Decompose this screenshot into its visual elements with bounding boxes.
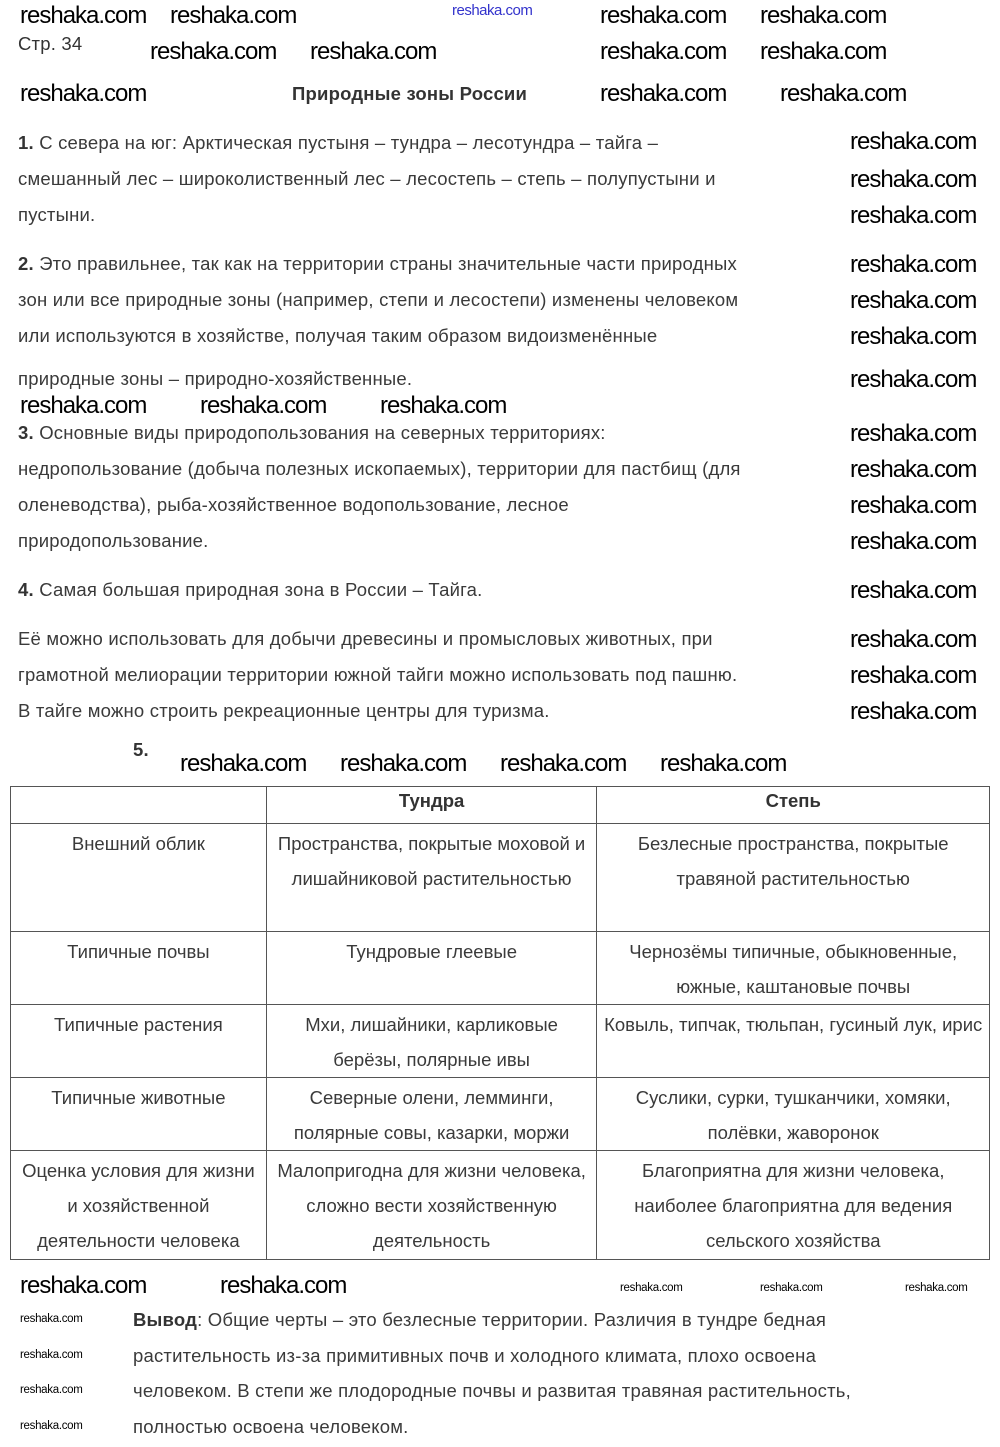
text-line [133, 1345, 816, 1367]
watermark: reshaka.com [380, 392, 507, 419]
table-cell: Внешний облик [11, 824, 267, 932]
text-line [18, 458, 741, 480]
text-line [18, 132, 658, 154]
watermark: reshaka.com [850, 366, 977, 393]
table-cell: Мхи, лишайники, карликовые берёзы, полярные ивы [266, 1005, 597, 1078]
watermark: reshaka.com [850, 528, 977, 555]
line-text: Основные виды природопользования на северных территориях: [39, 422, 606, 443]
watermark: reshaka.com [850, 128, 977, 155]
line-text: Её можно использовать для добычи древесины и промысловых животных, при [18, 628, 713, 649]
watermark: reshaka.com [850, 202, 977, 229]
line-text: В тайге можно строить рекреационные центры для туризма. [18, 700, 550, 721]
watermark: reshaka.com [850, 420, 977, 447]
watermark-small: reshaka.com [905, 1282, 968, 1294]
watermark: reshaka.com [850, 662, 977, 689]
table-row [11, 1151, 990, 1260]
text-line [133, 1380, 851, 1402]
watermark: reshaka.com [850, 492, 977, 519]
conclusion-label: Вывод [133, 1309, 198, 1330]
watermark: reshaka.com [600, 80, 727, 107]
watermark-small: reshaka.com [20, 1349, 83, 1361]
table-cell: Благоприятна для жизни человека, наиболее благоприятна для ведения сельского хозяйства [597, 1151, 990, 1260]
watermark: reshaka.com [760, 38, 887, 65]
watermark: reshaka.com [20, 80, 147, 107]
watermark: reshaka.com [850, 251, 977, 278]
watermark: reshaka.com [660, 750, 787, 777]
q4-number: 4. [18, 579, 34, 600]
watermark-small: reshaka.com [620, 1282, 683, 1294]
text-line [18, 530, 208, 552]
line-text: или используются в хозяйстве, получая таким образом видоизменённые [18, 325, 658, 346]
line-text: Это правильнее, так как на территории страны значительные части природных [39, 253, 737, 274]
watermark: reshaka.com [850, 698, 977, 725]
table-header-row [11, 787, 990, 824]
text-line [133, 1309, 826, 1331]
q2-number: 2. [18, 253, 34, 274]
watermark: reshaka.com [850, 166, 977, 193]
text-line [18, 368, 412, 390]
watermark: reshaka.com [760, 2, 887, 29]
text-line [18, 422, 606, 444]
table-cell: Ковыль, типчак, тюльпан, гусиный лук, ирис [597, 1005, 990, 1078]
text-line [18, 325, 657, 347]
line-text: оленеводства), рыба-хозяйственное водопользование, лесное [18, 494, 569, 515]
text-line [18, 168, 716, 190]
q3-number: 3. [18, 422, 34, 443]
table-row [11, 932, 990, 1005]
watermark: reshaka.com [20, 392, 147, 419]
table-cell: Оценка условия для жизни и хозяйственной деятельности человека [11, 1151, 267, 1260]
text-line [18, 494, 569, 516]
page-title: Природные зоны России [292, 83, 528, 104]
line-text: недропользование (добыча полезных ископаемых), территории для пастбищ (для [18, 458, 741, 479]
line-text: человеком. В степи же плодородные почвы и развитая травяная растительность, [133, 1380, 851, 1401]
text-line [133, 1416, 409, 1438]
line-text: зон или все природные зоны (например, степи и лесостепи) изменены человеком [18, 289, 739, 310]
page-label: Стр. 34 [18, 33, 83, 54]
answer-5-number: 5. [133, 739, 149, 760]
table-cell: Пространства, покрытые моховой и лишайниковой растительностью [266, 824, 597, 932]
text-line [18, 204, 95, 226]
header-cell [11, 787, 267, 824]
text-line [18, 700, 550, 722]
watermark: reshaka.com [20, 1272, 147, 1299]
watermark-small: reshaka.com [20, 1313, 83, 1325]
watermark-small: reshaka.com [20, 1420, 83, 1432]
watermark: reshaka.com [340, 750, 467, 777]
watermark: reshaka.com [200, 392, 327, 419]
line-text: растительность из-за примитивных почв и холодного климата, плохо освоена [133, 1345, 817, 1366]
watermark: reshaka.com [150, 38, 277, 65]
watermark: reshaka.com [180, 750, 307, 777]
watermark: reshaka.com [780, 80, 907, 107]
table-cell: Северные олени, лемминги, полярные совы, казарки, моржи [266, 1078, 597, 1151]
line-text: полностью освоена человеком. [133, 1416, 409, 1437]
table-cell: Типичные животные [11, 1078, 267, 1151]
table-cell: Типичные растения [11, 1005, 267, 1078]
text-line [18, 628, 713, 650]
text-line [18, 664, 737, 686]
q1-number: 1. [18, 132, 34, 153]
text-line [18, 289, 738, 311]
watermark: reshaka.com [20, 2, 147, 29]
watermark: reshaka.com [850, 577, 977, 604]
watermark: reshaka.com [220, 1272, 347, 1299]
watermark: reshaka.com [850, 287, 977, 314]
watermark: reshaka.com [310, 38, 437, 65]
line-text: Самая большая природная зона в России – Тайга. [39, 579, 483, 600]
watermark: reshaka.com [500, 750, 627, 777]
table-row [11, 1078, 990, 1151]
text-line [18, 253, 737, 275]
line-text: смешанный лес – широколиственный лес – лесостепь – степь – полупустыни и [18, 168, 716, 189]
table-cell: Малопригодна для жизни человека, сложно вести хозяйственную деятельность [266, 1151, 597, 1260]
table-cell: Суслики, сурки, тушканчики, хомяки, полёвки, жаворонок [597, 1078, 990, 1151]
watermark: reshaka.com [850, 626, 977, 653]
line-text: С севера на юг: Арктическая пустыня – тундра – лесотундра – тайга – [39, 132, 659, 153]
table-cell: Безлесные пространства, покрытые травяной растительностью [597, 824, 990, 932]
line-text: природные зоны – природно-хозяйственные. [18, 368, 413, 389]
table-row [11, 824, 990, 932]
table-row [11, 1005, 990, 1078]
watermark-small: reshaka.com [20, 1384, 83, 1396]
header-cell: Степь [597, 787, 990, 824]
watermark: reshaka.com [850, 456, 977, 483]
line-text: пустыни. [18, 204, 96, 225]
site-watermark: reshaka.com [452, 2, 533, 19]
watermark-small: reshaka.com [760, 1282, 823, 1294]
line-text: : Общие черты – это безлесные территории. Различия в тундре бедная [197, 1309, 827, 1330]
line-text: природопользование. [18, 530, 209, 551]
table-cell: Чернозёмы типичные, обыкновенные, южные, каштановые почвы [597, 932, 990, 1005]
zones-comparison-table [10, 786, 990, 1260]
text-line [18, 579, 482, 601]
line-text: грамотной мелиорации территории южной тайги можно использовать под пашню. [18, 664, 738, 685]
watermark: reshaka.com [600, 38, 727, 65]
header-cell: Тундра [266, 787, 597, 824]
watermark: reshaka.com [600, 2, 727, 29]
watermark: reshaka.com [170, 2, 297, 29]
watermark: reshaka.com [850, 323, 977, 350]
table-cell: Типичные почвы [11, 932, 267, 1005]
table-cell: Тундровые глеевые [266, 932, 597, 1005]
